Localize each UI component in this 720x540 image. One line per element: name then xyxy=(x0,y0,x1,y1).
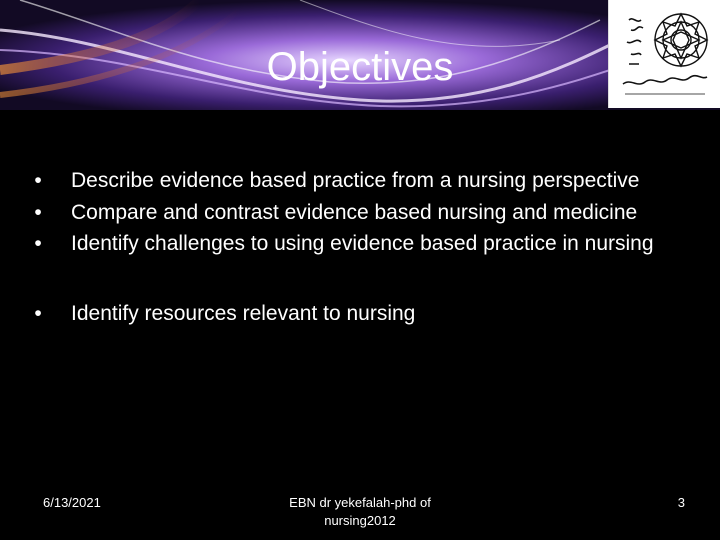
university-emblem-icon xyxy=(609,0,720,108)
slide-title: Objectives xyxy=(266,45,454,89)
university-logo xyxy=(608,0,720,108)
list-item xyxy=(28,298,668,330)
bullet-text: Identify challenges to using evidence based practice in nursing xyxy=(71,232,654,255)
bullet-marker: • xyxy=(34,301,42,325)
bullet-marker: • xyxy=(34,200,42,224)
footer-author: EBN dr yekefalah-phd of nursing2012 xyxy=(289,495,431,528)
bullet-text: Describe evidence based practice from a nursing perspective xyxy=(71,169,640,192)
list-item xyxy=(28,228,668,260)
list-item xyxy=(28,165,668,197)
bullet-marker: • xyxy=(34,169,42,192)
bullet-text: Identify resources relevant to nursing xyxy=(71,301,416,325)
page-number: 3 xyxy=(677,495,685,510)
bullet-marker: • xyxy=(34,232,42,255)
objectives-list xyxy=(28,165,668,329)
footer-date: 6/13/2021 xyxy=(43,495,101,510)
bullet-text: Compare and contrast evidence based nursing and medicine xyxy=(71,200,638,224)
list-item xyxy=(28,197,668,229)
